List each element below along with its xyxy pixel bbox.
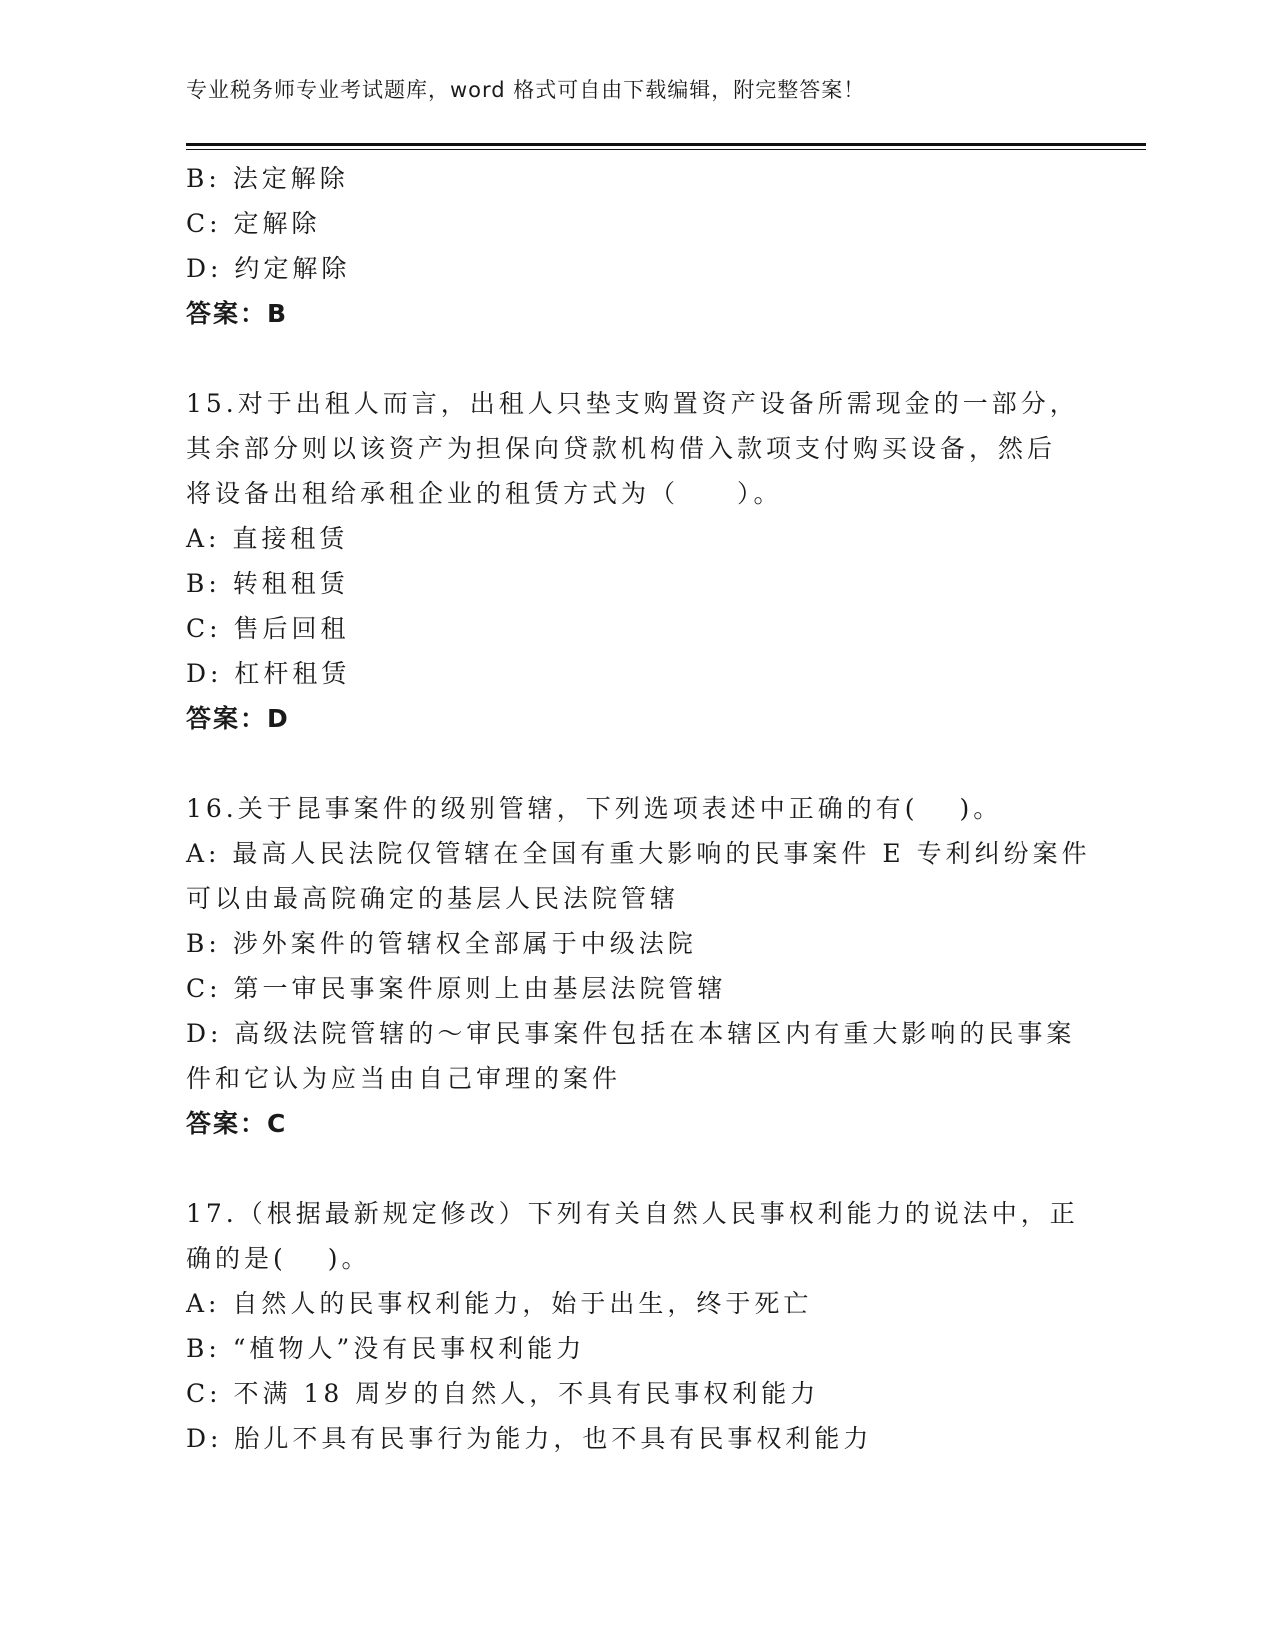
option-c: C: 售后回租 bbox=[186, 614, 350, 643]
question-stem-line: 17.（根据最新规定修改）下列有关自然人民事权利能力的说法中，正 bbox=[186, 1199, 1079, 1228]
question-17 bbox=[186, 1191, 1086, 1461]
option-a: A: 直接租赁 bbox=[186, 524, 349, 553]
header-rule-thin bbox=[186, 149, 1146, 150]
answer: 答案：C bbox=[186, 1109, 288, 1138]
question-15 bbox=[186, 381, 1086, 741]
option-d: D: 杠杆租赁 bbox=[186, 659, 351, 688]
question-stem-line: 确的是( )。 bbox=[186, 1244, 371, 1273]
question-stem-line: 其余部分则以该资产为担保向贷款机构借入款项支付购买设备，然后 bbox=[186, 434, 1057, 463]
option-d: D: 约定解除 bbox=[186, 254, 351, 283]
question-stem-line: 将设备出租给承租企业的租赁方式为（ ）。 bbox=[186, 479, 783, 508]
option-b: B: 涉外案件的管辖权全部属于中级法院 bbox=[186, 929, 697, 958]
answer: 答案：B bbox=[186, 299, 289, 328]
option-a: A: 自然人的民事权利能力，始于出生，终于死亡 bbox=[186, 1289, 813, 1318]
option-c: C: 不满 18 周岁的自然人，不具有民事权利能力 bbox=[186, 1379, 820, 1408]
option-a: A: 最高人民法院仅管辖在全国有重大影响的民事案件 E 专利纠纷案件 bbox=[186, 839, 1091, 868]
option-d: D: 高级法院管辖的～审民事案件包括在本辖区内有重大影响的民事案 bbox=[186, 1019, 1076, 1048]
header-rule-thick bbox=[186, 143, 1146, 146]
question-content bbox=[186, 156, 1091, 1461]
spacer bbox=[186, 1146, 1086, 1191]
option-c: C: 第一审民事案件原则上由基层法院管辖 bbox=[186, 974, 727, 1003]
option-c: C: 定解除 bbox=[186, 209, 321, 238]
option-b: B: 转租租赁 bbox=[186, 569, 349, 598]
prev-question bbox=[186, 156, 1086, 336]
question-16 bbox=[186, 786, 1091, 1146]
option-b: B: 法定解除 bbox=[186, 164, 349, 193]
spacer bbox=[186, 741, 1086, 786]
question-stem-line: 15.对于出租人而言，出租人只垫支购置资产设备所需现金的一部分， bbox=[186, 389, 1079, 418]
option-d-continued: 件和它认为应当由自己审理的案件 bbox=[186, 1064, 622, 1093]
question-stem-line: 16.关于昆事案件的级别管辖，下列选项表述中正确的有( )。 bbox=[186, 794, 1003, 823]
page-header: 专业税务师专业考试题库，word 格式可自由下载编辑，附完整答案！ bbox=[186, 78, 866, 102]
option-d: D: 胎儿不具有民事行为能力，也不具有民事权利能力 bbox=[186, 1424, 873, 1453]
answer: 答案：D bbox=[186, 704, 290, 733]
option-a-continued: 可以由最高院确定的基层人民法院管辖 bbox=[186, 884, 680, 913]
spacer bbox=[186, 336, 1086, 381]
option-b: B: “植物人”没有民事权利能力 bbox=[186, 1334, 586, 1363]
